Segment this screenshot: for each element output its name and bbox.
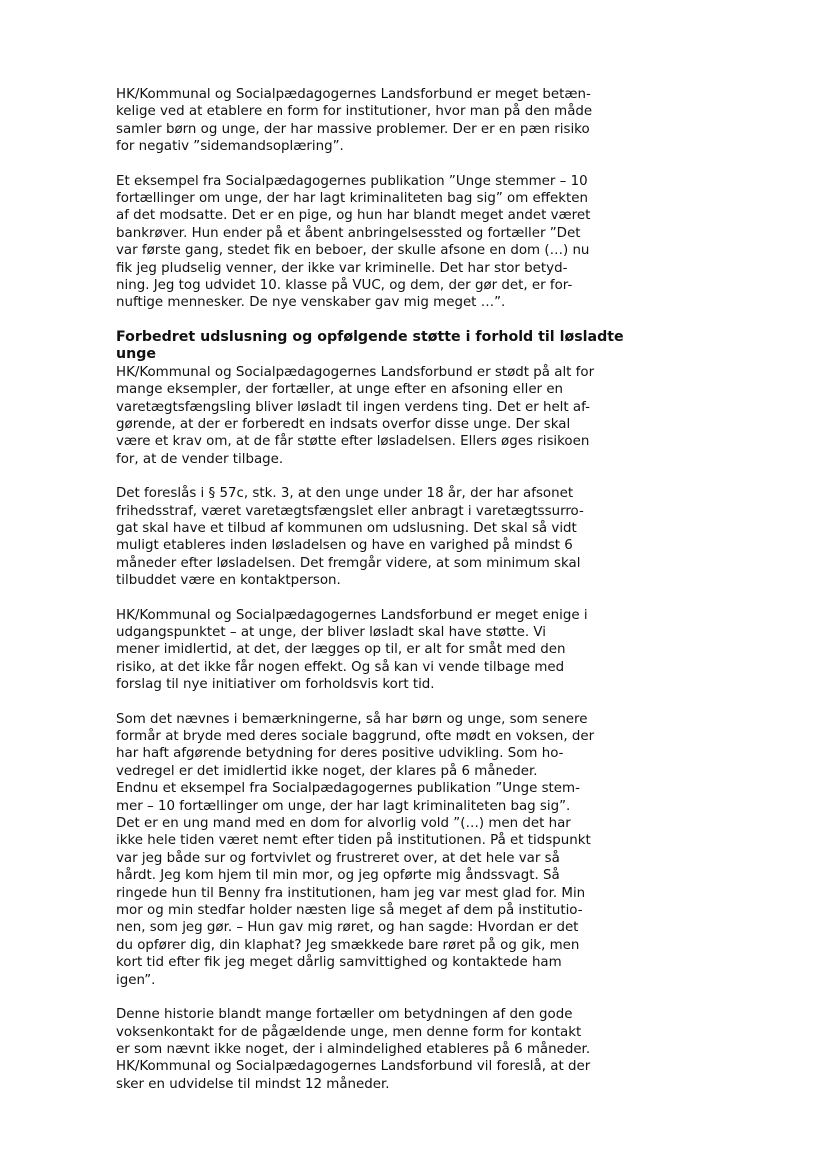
paragraph-concerns: HK/Kommunal og Socialpædagogernes Landsforbund er meget betæn- kelige ved at etablere en form for institutioner, hvor man på den måde samler børn og unge, der har massive problemer. Der er en pæn risiko for negativ ”sidemandsoplæring”. — [116, 87, 593, 155]
paragraph-release-support: HK/Kommunal og Socialpædagogernes Landsforbund er stødt på alt for mange eksempler, der fortæller, at unge efter en afsoning eller en varetægtsfængsling bliver løsladt til ingen verdens ting. Det er helt af- gørende, at der er forberedt en indsats overfor disse unge. Der skal være et krav om, at de får støtte efter løsladelsen. Ellers øges risikoen for, at de vender tilbage. — [116, 364, 595, 467]
paragraph-example-young-man: Endnu et eksempel fra Socialpædagogernes publikation ”Unge stem- mer – 10 fortællinger om unge, der har lagt kriminaliteten bag sig”. Det er en ung mand med en dom for alvorlig vold ”(…) men det har ikke hele tiden været nemt efter tiden på institutionen. På et tidspunkt var jeg både sur og fortvivlet og frustreret over, at det hele var så hårdt. Jeg kom hjem til min mor, og jeg opførte mig åndssvagt. Så ringede hun til Benny fra institutionen, ham jeg var mest glad for. Min mor og min stedfar holder næsten lige så meget af dem på institutio- nen, som jeg gør. – Hun gav mig røret, og han sagde: Hvordan er det du opfører dig, din klaphat? Jeg smækkede bare røret på og gik, men kort tid efter fik jeg meget dårlig samvittighed og kontaktede ham igen”. — [116, 781, 591, 988]
paragraph-remarks: Som det nævnes i bemærkningerne, så har børn og unge, som senere formår at bryde med deres sociale baggrund, ofte mødt en voksen, der har haft afgørende betydning for deres positive udvikling. Som ho- vedregel er det imidlertid ikke noget, der klares på 6 måneder. — [116, 711, 595, 779]
paragraph-proposal-57c: Det foreslås i § 57c, stk. 3, at den unge under 18 år, der har afsonet frihedsstraf, været varetægtsfængslet eller anbragt i varetægtssurro- gat skal have et tilbud af kommunen om udslusning. Det skal så vidt muligt etableres inden løsladelsen og have en varighed på mindst 6 måneder efter løsladelsen. Det fremgår videre, at som minimum skal tilbuddet være en kontaktperson. — [116, 486, 584, 589]
paragraph-agreement: HK/Kommunal og Socialpædagogernes Landsforbund er meget enige i udgangspunktet – at unge, der bliver løsladt skal have støtte. Vi mener imidlertid, at det, der lægges op til, er alt for småt med den risiko, at det ikke får nogen effekt. Og så kan vi vende tilbage med forslag til nye initiativer om forholdsvis kort tid. — [116, 607, 588, 693]
paragraph-example-girl: Et eksempel fra Socialpædagogernes publikation ”Unge stemmer – 10 fortællinger om unge, der har lagt kriminaliteten bag sig” om effekten af det modsatte. Det er en pige, og hun har blandt meget andet været bankrøver. Hun ender på et åbent anbringelsessted og fortæller ”Det var første gang, stedet fik en beboer, der skulle afsone en dom (…) nu fik jeg pludselig venner, der ikke var kriminelle. Det har stor betyd- ning. Jeg tog udvidet 10. klasse på VUC, og dem, der gør det, er for- nuftige mennesker. De nye venskaber gav mig meget …”. — [116, 173, 591, 311]
section-heading: Forbedret udslusning og opfølgende støtte i forhold til løsladte unge — [116, 328, 624, 363]
paragraph-conclusion: Denne historie blandt mange fortæller om betydningen af den gode voksenkontakt for de pågældende unge, men denne form for kontakt er som nævnt ikke noget, der i almindelighed etableres på 6 måneder. HK/Kommunal og Socialpædagogernes Landsforbund vil foreslå, at der sker en udvidelse til mindst 12 måneder. — [116, 1007, 591, 1092]
document-body — [116, 86, 628, 1110]
